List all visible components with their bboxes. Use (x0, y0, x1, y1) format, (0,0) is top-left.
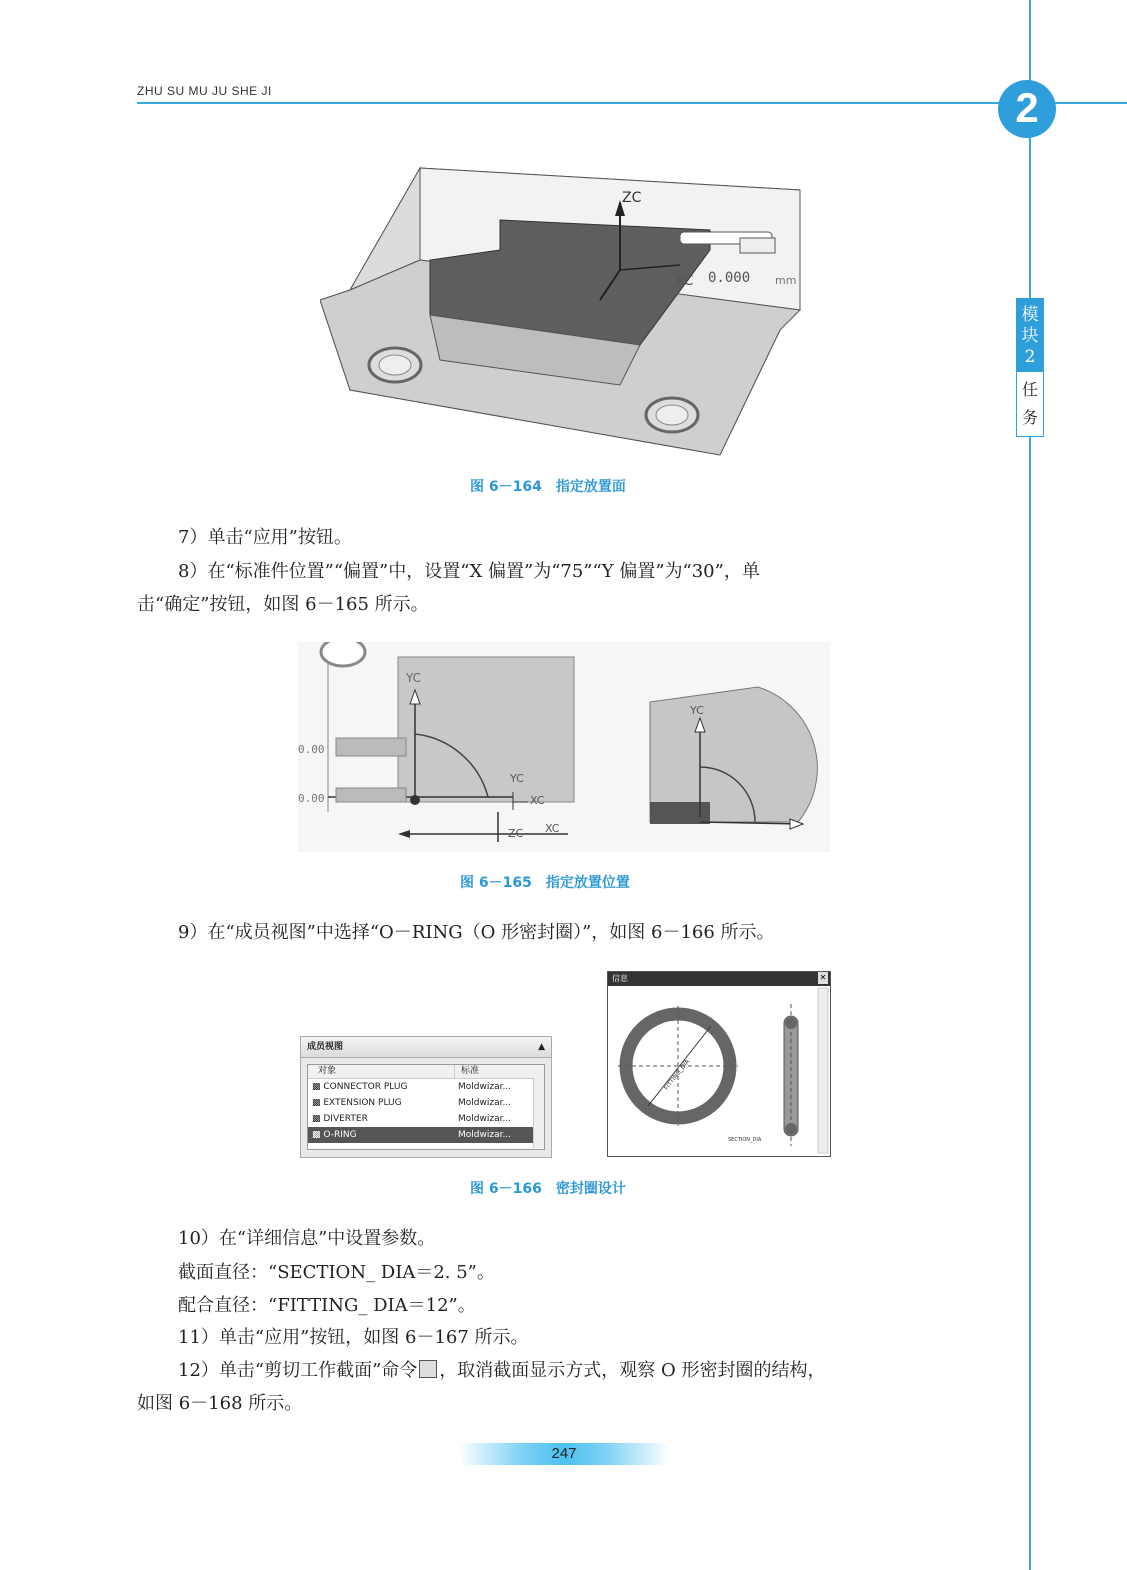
section-dia-label: SECTION_DIA (728, 1137, 762, 1143)
svg-text:XC: XC (545, 822, 560, 835)
member-list (307, 1064, 545, 1150)
step-8-line-1: 8）在“标准件位置”“偏置”中，设置“X 偏置”为“75”“Y 偏置”为“30”，单 (178, 561, 760, 582)
step-7: 7）单击“应用”按钮。 (178, 527, 352, 548)
svg-text:ZC: ZC (508, 827, 524, 840)
step-9: 9）在“成员视图”中选择“O－RING（O 形密封圈）”，如图 6－166 所示。 (178, 922, 775, 943)
list-scrollbar[interactable] (533, 1078, 544, 1148)
list-item[interactable]: ▩ EXTENSION PLUG Moldwizar... (312, 1098, 512, 1108)
list-item[interactable]: ▩ DIVERTER Moldwizar... (312, 1114, 512, 1124)
module-label: 模 块 2 (1017, 299, 1043, 372)
margin-rule (1029, 0, 1031, 1570)
header-rule (137, 102, 1127, 104)
chapter-badge: 2 (998, 80, 1056, 138)
member-view-header: 成员视图 ▲ (301, 1037, 551, 1058)
step-12-line-1: 12）单击“剪切工作截面”命令 ，取消截面显示方式，观察 O 形密封圈的结构， (178, 1360, 826, 1381)
close-icon[interactable]: ✕ (819, 973, 827, 982)
clip-section-icon (419, 1360, 437, 1378)
step-8-line-2: 击“确定”按钮，如图 6－165 所示。 (137, 594, 429, 615)
step-12-line-2: 如图 6－168 所示。 (137, 1393, 303, 1414)
page-number: 247 (551, 1445, 577, 1462)
list-item[interactable]: ▩ CONNECTOR PLUG Moldwizar... (312, 1082, 512, 1092)
figure-6-166-caption: 图 6－166 密封圈设计 (470, 1181, 626, 1197)
member-view-panel (300, 1036, 552, 1158)
module-side-tab (1016, 298, 1044, 437)
svg-text:0.00: 0.00 (298, 743, 325, 756)
svg-text:YC: YC (690, 704, 704, 717)
info-window (607, 971, 831, 1157)
fitting-dia-param: 配合直径：“FITTING_ DIA＝12”。 (178, 1295, 476, 1316)
info-window-titlebar: 信息 ✕ (608, 972, 830, 986)
zc-axis-label: ZC (622, 190, 642, 206)
task-label: 任 务 (1021, 380, 1038, 427)
fitting-dia-label: FITTING_DIA (662, 1058, 692, 1092)
svg-text:YC: YC (510, 772, 524, 785)
figure-6-165-placement-position (298, 642, 830, 852)
section-dia-param: 截面直径：“SECTION_ DIA＝2. 5”。 (178, 1262, 495, 1283)
xc-axis-label: XC (675, 273, 694, 289)
offset-unit: mm (775, 274, 797, 287)
collapse-icon[interactable]: ▲ (538, 1042, 545, 1052)
yc-label-left: YC (406, 671, 422, 685)
svg-text:0.00: 0.00 (298, 792, 325, 805)
svg-text:XC: XC (530, 794, 545, 807)
step-10: 10）在“详细信息”中设置参数。 (178, 1228, 436, 1249)
figure-6-164-placement-face (320, 160, 810, 460)
list-header: 对象 标准 (308, 1065, 544, 1079)
o-ring-drawing (608, 986, 830, 1156)
offset-value: 0.000 (708, 270, 751, 286)
step-11: 11）单击“应用”按钮，如图 6－167 所示。 (178, 1327, 529, 1348)
list-item-selected[interactable]: ▩ O-RING Moldwizar... (308, 1127, 544, 1143)
running-header: ZHU SU MU JU SHE JI (137, 84, 272, 98)
figure-6-164-caption: 图 6－164 指定放置面 (470, 479, 626, 495)
figure-6-165-caption: 图 6－165 指定放置位置 (460, 875, 630, 891)
